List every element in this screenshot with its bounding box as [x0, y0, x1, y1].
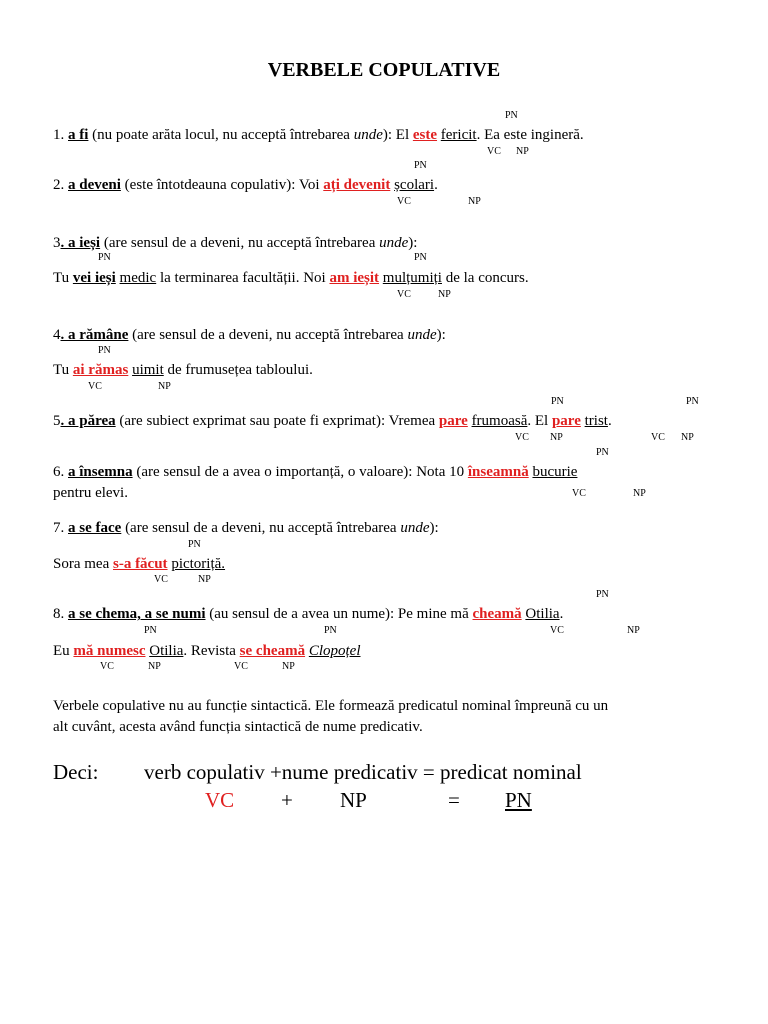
example-verb: se cheamă [239, 643, 306, 659]
copulative-verb: a însemna [68, 464, 133, 480]
example-name: frumoasă [471, 413, 528, 429]
pn-label: PN [596, 447, 609, 458]
example-name: uimit [132, 362, 164, 378]
example-verb: pare [438, 413, 468, 429]
vc-label: VC [572, 488, 586, 499]
example-verb: înseamnă [467, 464, 529, 480]
formula-equals: = [448, 788, 460, 812]
np-label: NP [148, 661, 161, 672]
pn-label: PN [551, 396, 564, 407]
pn-label: PN [414, 160, 427, 171]
example-name: medic [119, 270, 157, 286]
vc-label: VC [100, 661, 114, 672]
example-name: bucurie [532, 464, 578, 480]
vc-label: VC [515, 432, 529, 443]
copulative-verb: . a rămâne [60, 327, 129, 343]
np-label: NP [468, 196, 481, 207]
vc-label: VC [550, 625, 564, 636]
example-name: școlari [394, 177, 435, 193]
paragraph-line-2: alt cuvânt, acesta având funcția sintactică de nume predicativ. [53, 719, 423, 735]
item-5: 5. a părea (are subiect exprimat sau poate fi exprimat): Vremea pare frumoasă. El pare trist. [53, 413, 612, 429]
example-name: Clopoțel [308, 643, 361, 659]
copulative-verb: a se face [68, 520, 122, 536]
pn-label: PN [596, 589, 609, 600]
np-label: NP [627, 625, 640, 636]
item-4-example: Tu ai rămas uimit de frumusețea tabloului. [53, 362, 313, 378]
pn-label: PN [144, 625, 157, 636]
copulative-verb: a se chema, a se numi [68, 606, 206, 622]
example-verb: s-a făcut [112, 556, 168, 572]
formula-np: NP [340, 788, 367, 812]
example-name: Otilia [525, 606, 560, 622]
formula-plus: + [281, 788, 293, 812]
example-verb: mă numesc [73, 643, 146, 659]
example-verb: vei ieși [72, 270, 116, 286]
copulative-verb: . a părea [60, 413, 116, 429]
example-verb: pare [551, 413, 581, 429]
np-label: NP [516, 146, 529, 157]
formula-vc: VC [205, 788, 235, 812]
item-2: 2. a deveni (este întotdeauna copulativ): Voi ați devenit școlari. [53, 177, 438, 193]
paragraph-line-1: Verbele copulative nu au funcție sintactică. Ele formează predicatul nominal împreună cu un [53, 698, 609, 714]
example-name: trist [584, 413, 608, 429]
example-name: fericit [440, 127, 477, 143]
pn-label: PN [98, 252, 111, 263]
pn-label: PN [324, 625, 337, 636]
item-8-example: Eu mă numesc Otilia. Revista se cheamă Clopoțel [53, 643, 361, 659]
item-7: 7. a se face (are sensul de a deveni, nu acceptă întrebarea unde): [53, 520, 439, 536]
item-6-line2: pentru elevi. [53, 485, 128, 501]
example-verb: este [412, 127, 438, 143]
example-verb: ați devenit [323, 177, 391, 193]
item-3: 3. a ieși (are sensul de a deveni, nu acceptă întrebarea unde): [53, 235, 418, 251]
conclusion-formula: verb copulativ +nume predicativ = predicat nominal [144, 760, 582, 784]
vc-label: VC [487, 146, 501, 157]
item-4: 4. a rămâne (are sensul de a deveni, nu acceptă întrebarea unde): [53, 327, 446, 343]
example-name: mulțumiți [382, 270, 442, 286]
np-label: NP [282, 661, 295, 672]
vc-label: VC [397, 196, 411, 207]
pn-label: PN [188, 539, 201, 550]
example-name: pictoriță. [171, 556, 226, 572]
pn-label: PN [686, 396, 699, 407]
pn-label: PN [505, 110, 518, 121]
item-7-example: Sora mea s-a făcut pictoriță. [53, 556, 226, 572]
np-label: NP [438, 289, 451, 300]
np-label: NP [158, 381, 171, 392]
example-name: Otilia [149, 643, 184, 659]
np-label: NP [550, 432, 563, 443]
vc-label: VC [397, 289, 411, 300]
copulative-verb: a fi [68, 127, 89, 143]
example-verb: cheamă [472, 606, 522, 622]
np-label: NP [198, 574, 211, 585]
vc-label: VC [88, 381, 102, 392]
copulative-verb: . a ieși [60, 235, 101, 251]
page-title: VERBELE COPULATIVE [267, 59, 501, 81]
item-1: 1. a fi (nu poate arăta locul, nu acceptă întrebarea unde): El este fericit. Ea este ingineră. [53, 127, 584, 143]
item-3-example: Tu vei ieși medic la terminarea facultății. Noi am ieșit mulțumiți de la concurs. [53, 270, 529, 286]
item-6: 6. a însemna (are sensul de a avea o importanță, o valoare): Nota 10 înseamnă bucurie [53, 464, 578, 480]
copulative-verb: a deveni [68, 177, 121, 193]
np-label: NP [633, 488, 646, 499]
pn-label: PN [414, 252, 427, 263]
conclusion-label: Deci: [53, 760, 99, 784]
formula-pn: PN [505, 788, 532, 812]
vc-label: VC [651, 432, 665, 443]
vc-label: VC [234, 661, 248, 672]
np-label: NP [681, 432, 694, 443]
vc-label: VC [154, 574, 168, 585]
example-verb: am ieșit [329, 270, 380, 286]
example-verb: ai rămas [72, 362, 129, 378]
item-8: 8. a se chema, a se numi (au sensul de a avea un nume): Pe mine mă cheamă Otilia. [53, 606, 564, 622]
pn-label: PN [98, 345, 111, 356]
